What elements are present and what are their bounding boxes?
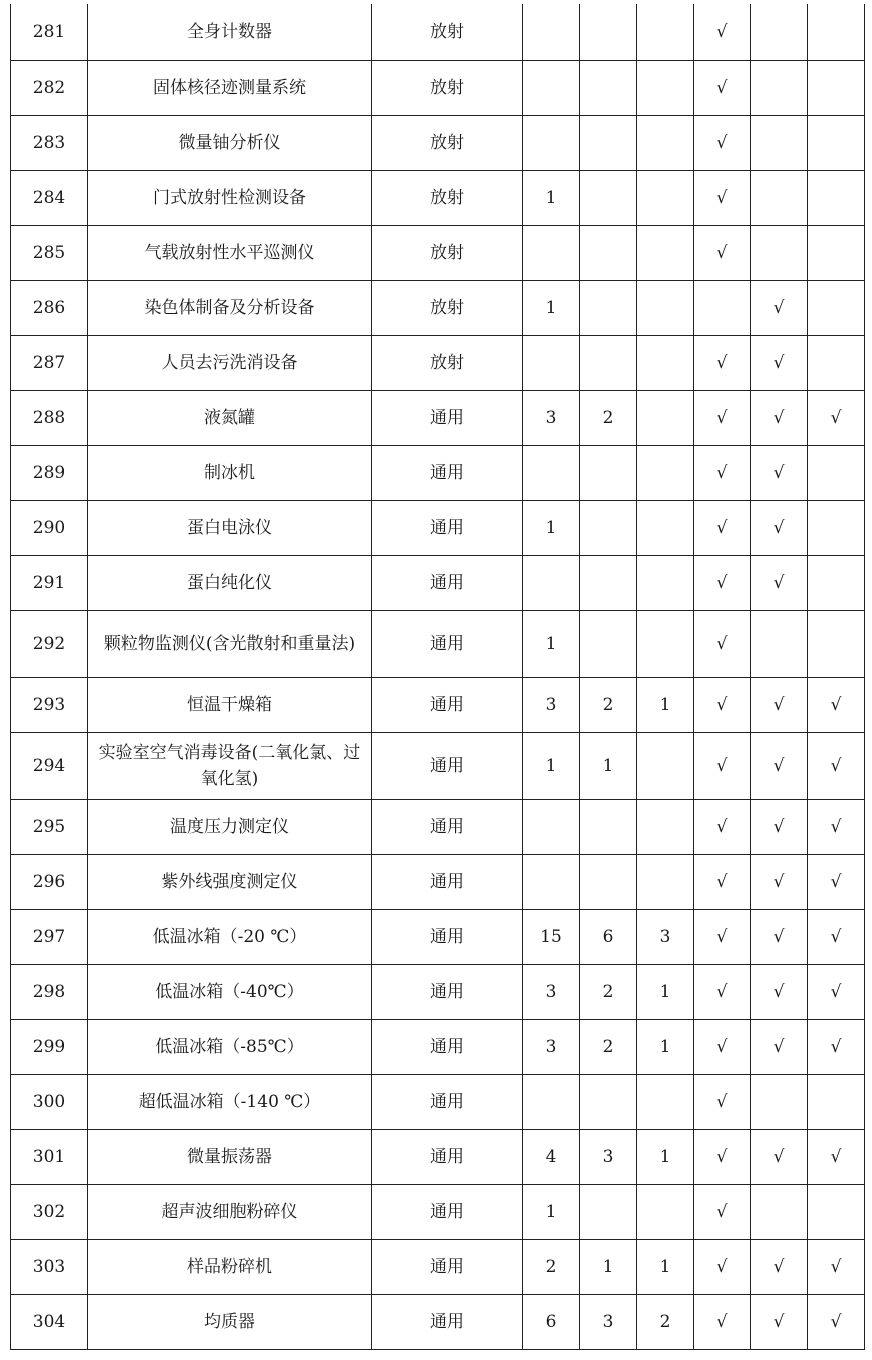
category-cell: 通用 (372, 1184, 523, 1239)
check-cell-2: √ (751, 799, 808, 854)
quantity-cell-2: 1 (580, 1239, 637, 1294)
equipment-name-cell: 恒温干燥箱 (88, 677, 372, 732)
quantity-cell-1 (523, 4, 580, 60)
equipment-name-cell: 全身计数器 (88, 4, 372, 60)
check-cell-1: √ (694, 4, 751, 60)
row-number-cell: 298 (11, 964, 88, 1019)
table-row (11, 170, 865, 225)
check-cell-2 (751, 1074, 808, 1129)
check-cell-3 (808, 4, 865, 60)
equipment-name-cell: 气载放射性水平巡测仪 (88, 225, 372, 280)
quantity-cell-1: 1 (523, 610, 580, 677)
table-body (11, 4, 865, 1349)
table-row (11, 1294, 865, 1349)
table-row (11, 1019, 865, 1074)
check-cell-1: √ (694, 610, 751, 677)
table-row (11, 555, 865, 610)
quantity-cell-1 (523, 854, 580, 909)
quantity-cell-3 (637, 225, 694, 280)
category-cell: 通用 (372, 1129, 523, 1184)
check-cell-2: √ (751, 1294, 808, 1349)
equipment-name-cell: 超低温冰箱（-140 ℃） (88, 1074, 372, 1129)
row-number-cell: 295 (11, 799, 88, 854)
quantity-cell-2 (580, 555, 637, 610)
category-cell: 放射 (372, 115, 523, 170)
equipment-name-cell: 制冰机 (88, 445, 372, 500)
quantity-cell-1: 1 (523, 500, 580, 555)
category-cell: 通用 (372, 909, 523, 964)
table-row (11, 964, 865, 1019)
check-cell-1: √ (694, 1294, 751, 1349)
check-cell-1: √ (694, 500, 751, 555)
table-row (11, 445, 865, 500)
table-row (11, 909, 865, 964)
check-cell-1: √ (694, 1184, 751, 1239)
quantity-cell-1 (523, 115, 580, 170)
quantity-cell-3 (637, 1184, 694, 1239)
check-cell-1: √ (694, 732, 751, 799)
check-cell-2 (751, 1184, 808, 1239)
row-number-cell: 289 (11, 445, 88, 500)
quantity-cell-1 (523, 445, 580, 500)
check-cell-1: √ (694, 170, 751, 225)
check-cell-1: √ (694, 555, 751, 610)
category-cell: 通用 (372, 390, 523, 445)
row-number-cell: 293 (11, 677, 88, 732)
check-cell-2: √ (751, 677, 808, 732)
equipment-name-cell: 微量振荡器 (88, 1129, 372, 1184)
quantity-cell-2 (580, 115, 637, 170)
equipment-name-cell: 蛋白电泳仪 (88, 500, 372, 555)
quantity-cell-2 (580, 60, 637, 115)
check-cell-3 (808, 280, 865, 335)
category-cell: 放射 (372, 225, 523, 280)
row-number-cell: 294 (11, 732, 88, 799)
quantity-cell-2 (580, 335, 637, 390)
equipment-name-cell: 染色体制备及分析设备 (88, 280, 372, 335)
quantity-cell-3: 1 (637, 964, 694, 1019)
quantity-cell-3 (637, 335, 694, 390)
category-cell: 放射 (372, 335, 523, 390)
check-cell-2: √ (751, 1019, 808, 1074)
quantity-cell-2: 3 (580, 1129, 637, 1184)
equipment-name-cell: 颗粒物监测仪(含光散射和重量法) (88, 610, 372, 677)
check-cell-2: √ (751, 335, 808, 390)
equipment-name-cell: 微量铀分析仪 (88, 115, 372, 170)
check-cell-1: √ (694, 854, 751, 909)
quantity-cell-3: 3 (637, 909, 694, 964)
check-cell-3: √ (808, 1239, 865, 1294)
table-row (11, 854, 865, 909)
quantity-cell-1 (523, 60, 580, 115)
quantity-cell-2 (580, 1184, 637, 1239)
check-cell-2 (751, 170, 808, 225)
quantity-cell-1: 2 (523, 1239, 580, 1294)
quantity-cell-3 (637, 1074, 694, 1129)
quantity-cell-3 (637, 115, 694, 170)
category-cell: 通用 (372, 964, 523, 1019)
quantity-cell-3 (637, 390, 694, 445)
row-number-cell: 286 (11, 280, 88, 335)
equipment-name-cell: 液氮罐 (88, 390, 372, 445)
equipment-name-cell: 低温冰箱（-20 ℃） (88, 909, 372, 964)
check-cell-1: √ (694, 390, 751, 445)
category-cell: 通用 (372, 1239, 523, 1294)
table-row (11, 1239, 865, 1294)
check-cell-3 (808, 555, 865, 610)
check-cell-2: √ (751, 854, 808, 909)
quantity-cell-3 (637, 280, 694, 335)
row-number-cell: 287 (11, 335, 88, 390)
category-cell: 通用 (372, 555, 523, 610)
quantity-cell-3 (637, 610, 694, 677)
quantity-cell-1: 6 (523, 1294, 580, 1349)
check-cell-2: √ (751, 732, 808, 799)
check-cell-2: √ (751, 1129, 808, 1184)
quantity-cell-1: 3 (523, 964, 580, 1019)
table-row (11, 677, 865, 732)
quantity-cell-1: 3 (523, 390, 580, 445)
quantity-cell-3 (637, 799, 694, 854)
quantity-cell-3 (637, 170, 694, 225)
quantity-cell-3 (637, 60, 694, 115)
table-row (11, 1074, 865, 1129)
check-cell-3: √ (808, 390, 865, 445)
table-row (11, 610, 865, 677)
quantity-cell-2 (580, 500, 637, 555)
check-cell-3: √ (808, 732, 865, 799)
check-cell-1: √ (694, 1074, 751, 1129)
quantity-cell-1: 1 (523, 170, 580, 225)
equipment-name-cell: 低温冰箱（-40℃） (88, 964, 372, 1019)
check-cell-3 (808, 500, 865, 555)
check-cell-2: √ (751, 964, 808, 1019)
check-cell-2 (751, 115, 808, 170)
row-number-cell: 282 (11, 60, 88, 115)
quantity-cell-3: 1 (637, 1129, 694, 1184)
quantity-cell-1 (523, 555, 580, 610)
table-row (11, 390, 865, 445)
row-number-cell: 302 (11, 1184, 88, 1239)
check-cell-3: √ (808, 909, 865, 964)
check-cell-1: √ (694, 677, 751, 732)
check-cell-3 (808, 60, 865, 115)
row-number-cell: 291 (11, 555, 88, 610)
table-row (11, 4, 865, 60)
check-cell-1: √ (694, 1129, 751, 1184)
check-cell-1: √ (694, 335, 751, 390)
check-cell-3: √ (808, 1294, 865, 1349)
row-number-cell: 288 (11, 390, 88, 445)
equipment-name-cell: 样品粉碎机 (88, 1239, 372, 1294)
check-cell-2: √ (751, 390, 808, 445)
quantity-cell-3: 1 (637, 677, 694, 732)
check-cell-1: √ (694, 225, 751, 280)
equipment-name-cell: 固体核径迹测量系统 (88, 60, 372, 115)
quantity-cell-2: 1 (580, 732, 637, 799)
quantity-cell-2: 2 (580, 1019, 637, 1074)
quantity-cell-2 (580, 280, 637, 335)
category-cell: 放射 (372, 4, 523, 60)
check-cell-2: √ (751, 555, 808, 610)
quantity-cell-2 (580, 854, 637, 909)
check-cell-1: √ (694, 445, 751, 500)
check-cell-1: √ (694, 964, 751, 1019)
check-cell-3 (808, 335, 865, 390)
table-row (11, 732, 865, 799)
check-cell-2: √ (751, 445, 808, 500)
table-row (11, 1129, 865, 1184)
quantity-cell-1: 4 (523, 1129, 580, 1184)
table-row (11, 225, 865, 280)
check-cell-1: √ (694, 799, 751, 854)
row-number-cell: 285 (11, 225, 88, 280)
check-cell-3 (808, 1184, 865, 1239)
quantity-cell-1 (523, 1074, 580, 1129)
row-number-cell: 283 (11, 115, 88, 170)
check-cell-1: √ (694, 60, 751, 115)
table-row (11, 60, 865, 115)
row-number-cell: 290 (11, 500, 88, 555)
quantity-cell-2 (580, 4, 637, 60)
row-number-cell: 299 (11, 1019, 88, 1074)
quantity-cell-1: 15 (523, 909, 580, 964)
check-cell-2 (751, 610, 808, 677)
quantity-cell-1: 1 (523, 732, 580, 799)
quantity-cell-1: 3 (523, 677, 580, 732)
category-cell: 通用 (372, 1074, 523, 1129)
row-number-cell: 281 (11, 4, 88, 60)
quantity-cell-2: 3 (580, 1294, 637, 1349)
check-cell-1 (694, 280, 751, 335)
category-cell: 通用 (372, 1294, 523, 1349)
quantity-cell-3 (637, 500, 694, 555)
row-number-cell: 300 (11, 1074, 88, 1129)
equipment-name-cell: 紫外线强度测定仪 (88, 854, 372, 909)
equipment-name-cell: 人员去污洗消设备 (88, 335, 372, 390)
row-number-cell: 292 (11, 610, 88, 677)
check-cell-3 (808, 170, 865, 225)
quantity-cell-2 (580, 445, 637, 500)
equipment-name-cell: 蛋白纯化仪 (88, 555, 372, 610)
quantity-cell-1 (523, 225, 580, 280)
equipment-name-cell: 均质器 (88, 1294, 372, 1349)
equipment-name-cell: 超声波细胞粉碎仪 (88, 1184, 372, 1239)
check-cell-2: √ (751, 909, 808, 964)
row-number-cell: 297 (11, 909, 88, 964)
check-cell-2: √ (751, 280, 808, 335)
quantity-cell-2: 6 (580, 909, 637, 964)
quantity-cell-3: 2 (637, 1294, 694, 1349)
quantity-cell-1 (523, 799, 580, 854)
check-cell-1: √ (694, 909, 751, 964)
check-cell-3 (808, 1074, 865, 1129)
row-number-cell: 284 (11, 170, 88, 225)
category-cell: 通用 (372, 500, 523, 555)
quantity-cell-2: 2 (580, 390, 637, 445)
row-number-cell: 303 (11, 1239, 88, 1294)
check-cell-2 (751, 4, 808, 60)
quantity-cell-1: 1 (523, 280, 580, 335)
check-cell-3: √ (808, 1019, 865, 1074)
category-cell: 通用 (372, 799, 523, 854)
check-cell-3 (808, 115, 865, 170)
table-row (11, 115, 865, 170)
equipment-name-cell: 温度压力测定仪 (88, 799, 372, 854)
equipment-name-cell: 低温冰箱（-85℃） (88, 1019, 372, 1074)
category-cell: 通用 (372, 445, 523, 500)
table-row (11, 280, 865, 335)
quantity-cell-3: 1 (637, 1239, 694, 1294)
row-number-cell: 301 (11, 1129, 88, 1184)
check-cell-3 (808, 225, 865, 280)
table-row (11, 500, 865, 555)
check-cell-3: √ (808, 799, 865, 854)
quantity-cell-2 (580, 170, 637, 225)
check-cell-3 (808, 445, 865, 500)
equipment-name-cell: 门式放射性检测设备 (88, 170, 372, 225)
category-cell: 放射 (372, 280, 523, 335)
category-cell: 通用 (372, 1019, 523, 1074)
category-cell: 放射 (372, 170, 523, 225)
equipment-table (10, 4, 865, 1350)
check-cell-3: √ (808, 854, 865, 909)
check-cell-1: √ (694, 1019, 751, 1074)
quantity-cell-2: 2 (580, 677, 637, 732)
check-cell-3: √ (808, 964, 865, 1019)
quantity-cell-2 (580, 799, 637, 854)
check-cell-1: √ (694, 115, 751, 170)
check-cell-2 (751, 60, 808, 115)
check-cell-3: √ (808, 1129, 865, 1184)
check-cell-3 (808, 610, 865, 677)
quantity-cell-2 (580, 610, 637, 677)
category-cell: 通用 (372, 854, 523, 909)
category-cell: 通用 (372, 610, 523, 677)
category-cell: 通用 (372, 732, 523, 799)
quantity-cell-3 (637, 732, 694, 799)
check-cell-2 (751, 225, 808, 280)
quantity-cell-3 (637, 555, 694, 610)
quantity-cell-2 (580, 225, 637, 280)
quantity-cell-1 (523, 335, 580, 390)
check-cell-2: √ (751, 500, 808, 555)
check-cell-3: √ (808, 677, 865, 732)
quantity-cell-1: 1 (523, 1184, 580, 1239)
row-number-cell: 304 (11, 1294, 88, 1349)
quantity-cell-3 (637, 445, 694, 500)
table-row (11, 335, 865, 390)
row-number-cell: 296 (11, 854, 88, 909)
table-row (11, 799, 865, 854)
quantity-cell-1: 3 (523, 1019, 580, 1074)
category-cell: 放射 (372, 60, 523, 115)
category-cell: 通用 (372, 677, 523, 732)
check-cell-1: √ (694, 1239, 751, 1294)
quantity-cell-3 (637, 854, 694, 909)
quantity-cell-2: 2 (580, 964, 637, 1019)
check-cell-2: √ (751, 1239, 808, 1294)
quantity-cell-2 (580, 1074, 637, 1129)
quantity-cell-3: 1 (637, 1019, 694, 1074)
table-row (11, 1184, 865, 1239)
equipment-name-cell: 实验室空气消毒设备(二氧化氯、过氧化氢) (88, 732, 372, 799)
quantity-cell-3 (637, 4, 694, 60)
